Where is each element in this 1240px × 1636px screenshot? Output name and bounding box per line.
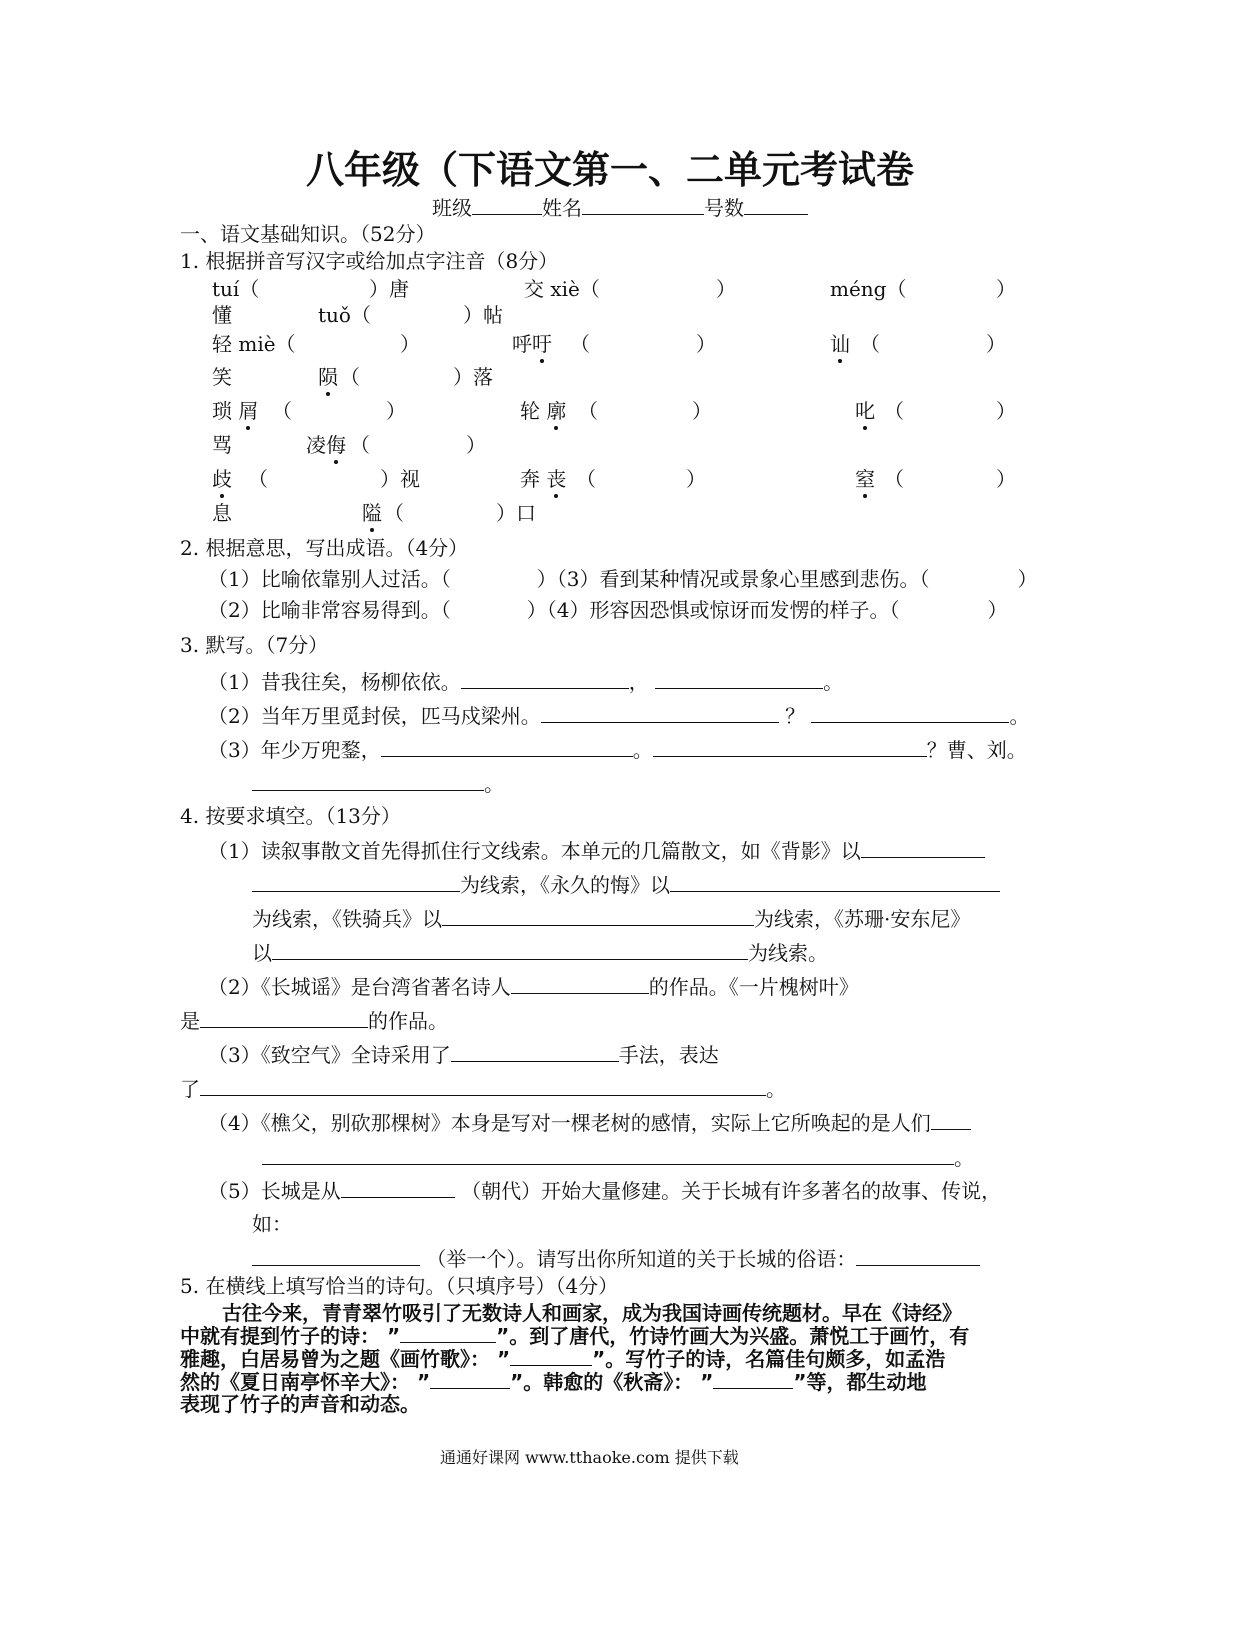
page-footer: 通通好课网 www.tthaoke.com 提供下载 [440, 1448, 739, 1467]
q1-item: 懂 [212, 303, 232, 327]
q1-item: 笑 [212, 365, 232, 389]
q1-item: ）帖 [463, 303, 503, 327]
q1-item: （ [272, 399, 292, 423]
answer-blank[interactable] [931, 1109, 971, 1130]
answer-blank[interactable] [861, 837, 985, 858]
q4-line: （举一个）。请写出你所知道的关于长城的俗语： [252, 1245, 980, 1272]
q1-item: 骂 [212, 433, 232, 457]
answer-blank[interactable] [461, 668, 629, 689]
answer-blank[interactable] [713, 1368, 793, 1389]
q1-item: ） [466, 433, 486, 457]
q1-item: （ [340, 365, 360, 389]
q1-item: 歧 [212, 467, 232, 491]
q1-item: 轮 廓 [520, 399, 567, 423]
q1-item: （ [570, 332, 590, 356]
q4-line: 为线索，《铁骑兵》以 为线索，《苏珊·安东尼》 [252, 907, 971, 931]
q1-item: 讪 [830, 332, 850, 356]
q1-item: 叱 [855, 399, 875, 423]
q1-item: （ [576, 467, 596, 491]
question-5-heading: 5. 在横线上填写恰当的诗句。（只填序号）（4分） [180, 1274, 619, 1298]
q1-item: （ [350, 433, 370, 457]
q1-item: ） [996, 277, 1016, 301]
q1-item: 息 [212, 501, 232, 525]
answer-blank[interactable] [252, 871, 460, 892]
q4-line: 以 为线索。 [252, 941, 828, 965]
q4-line: 是 的作品。 [180, 1009, 448, 1033]
q1-item: 轻 miè（ [212, 332, 296, 356]
class-label: 班级 [432, 196, 472, 220]
number-label: 号数 [704, 196, 744, 220]
q1-item: 窒 [855, 467, 875, 491]
page-title: 八年级（下语文第一、二单元考试卷 [306, 148, 915, 192]
q1-item: （ [248, 467, 268, 491]
answer-blank[interactable] [341, 1177, 455, 1198]
q1-item: ） [986, 332, 1006, 356]
answer-blank[interactable] [200, 1075, 766, 1096]
q1-item: 凌侮 [306, 433, 346, 457]
answer-blank[interactable] [252, 1245, 420, 1266]
q1-item: ） [716, 277, 736, 301]
q3-line-1: （1）昔我往矣，杨柳依依。 ， 。 [208, 670, 844, 694]
question-4-heading: 4. 按要求填空。（13分） [180, 804, 401, 828]
q5-passage-line: 然的《夏日南亭怀辛大》： ” ”。韩愈的《秋斋》： ” ”等，都生动地 [180, 1370, 927, 1394]
q1-item: （ [860, 332, 880, 356]
q1-item: ） [386, 399, 406, 423]
answer-blank[interactable] [856, 1245, 980, 1266]
q1-item: méng（ [830, 277, 907, 301]
q1-item: 陨 [318, 365, 338, 389]
number-field[interactable] [744, 194, 808, 215]
class-field[interactable] [472, 194, 542, 215]
answer-blank[interactable] [272, 939, 748, 960]
name-field[interactable] [582, 194, 704, 215]
q1-item: ）视 [380, 467, 420, 491]
q5-passage-line: 古往今来，青青翠竹吸引了无数诗人和画家，成为我国诗画传统题材。早在《诗经》 [222, 1301, 962, 1325]
q1-item: （ [578, 399, 598, 423]
q1-item: ） [996, 399, 1016, 423]
answer-blank[interactable] [655, 668, 823, 689]
q1-item: tuí（ [212, 277, 260, 301]
answer-blank[interactable] [670, 871, 1000, 892]
q1-item: （ [884, 399, 904, 423]
q4-line: 如： [252, 1212, 292, 1236]
answer-blank[interactable] [252, 770, 484, 791]
q1-item: （ [384, 501, 404, 525]
q5-passage-line: 表现了竹子的声音和动态。 [180, 1392, 420, 1416]
q1-item: ） [686, 467, 706, 491]
q2-line-2: （2）比喻非常容易得到。（ ）（4）形容因恐惧或惊讶而发愣的样子。（ ） [208, 598, 1008, 622]
q1-item: tuǒ（ [318, 303, 371, 327]
q1-item: ）落 [453, 365, 493, 389]
q3-line-4: 。 [252, 770, 504, 797]
q2-line-1: （1）比喻依靠别人过活。（ ）（3）看到某种情况或景象心里感到悲伤。（ ） [208, 567, 1038, 591]
question-3-heading: 3. 默写。（7分） [180, 633, 329, 657]
answer-blank[interactable] [541, 702, 779, 723]
name-label: 姓名 [542, 196, 582, 220]
answer-blank[interactable] [400, 1322, 496, 1343]
q4-line: （4）《樵父，别砍那棵树》本身是写对一棵老树的感情，实际上它所唤起的是人们 [208, 1109, 971, 1136]
q3-line-3: （3）年少万兜鍪， 。 ？曹、刘。 [208, 738, 1027, 762]
q1-item: 奔 丧 [520, 467, 567, 491]
answer-blank[interactable] [510, 1345, 592, 1366]
q5-passage-line: 雅趣，白居易曾为之题《画竹歌》： ” ”。写竹子的诗，名篇佳句颇多，如孟浩 [180, 1347, 946, 1371]
q1-item: 琐 屑 [212, 399, 259, 423]
q1-item: ） [400, 332, 420, 356]
q3-line-2: （2）当年万里觅封侯，匹马戍梁州。 ？ 。 [208, 704, 1030, 728]
q4-line: 为线索，《永久的悔》以 [252, 871, 1000, 898]
q1-item: ）口 [496, 501, 536, 525]
answer-blank[interactable] [381, 736, 633, 757]
q4-line: 。 [262, 1144, 974, 1171]
q4-line: （1）读叙事散文首先得抓住行文线索。本单元的几篇散文，如《背影》以 [208, 837, 985, 864]
q1-item: 隘 [362, 501, 382, 525]
answer-blank[interactable] [262, 1144, 954, 1165]
question-2-heading: 2. 根据意思，写出成语。（4分） [180, 536, 469, 560]
answer-blank[interactable] [653, 736, 927, 757]
student-info-line [432, 194, 808, 221]
q4-line: （2）《长城谣》是台湾省著名诗人 的作品。《一片槐树叶》 [208, 975, 859, 999]
answer-blank[interactable] [811, 702, 1009, 723]
section-heading: 一、语文基础知识。（52分） [180, 222, 436, 246]
answer-blank[interactable] [451, 1041, 619, 1062]
q1-item: ）唐 [369, 277, 409, 301]
q1-item: 呼吁 [512, 332, 552, 356]
q1-item: ） [696, 332, 716, 356]
answer-blank[interactable] [511, 973, 649, 994]
answer-blank[interactable] [200, 1007, 368, 1028]
q4-line: （5）长城是从 （朝代）开始大量修建。关于长城有许多著名的故事、传说， [208, 1179, 1002, 1203]
q5-passage-line: 中就有提到竹子的诗： ” ”。到了唐代，竹诗竹画大为兴盛。萧悦工于画竹，有 [180, 1324, 970, 1348]
q1-item: 交 xiè（ [524, 277, 600, 301]
q1-item: （ [884, 467, 904, 491]
q4-line: （3）《致空气》全诗采用了 手法，表达 [208, 1043, 719, 1067]
question-1-heading: 1. 根据拼音写汉字或给加点字注音（8分） [180, 249, 559, 273]
q1-item: ） [692, 399, 712, 423]
answer-blank[interactable] [442, 905, 754, 926]
answer-blank[interactable] [430, 1368, 510, 1389]
q1-item: ） [996, 467, 1016, 491]
q4-line: 了 。 [180, 1077, 786, 1101]
